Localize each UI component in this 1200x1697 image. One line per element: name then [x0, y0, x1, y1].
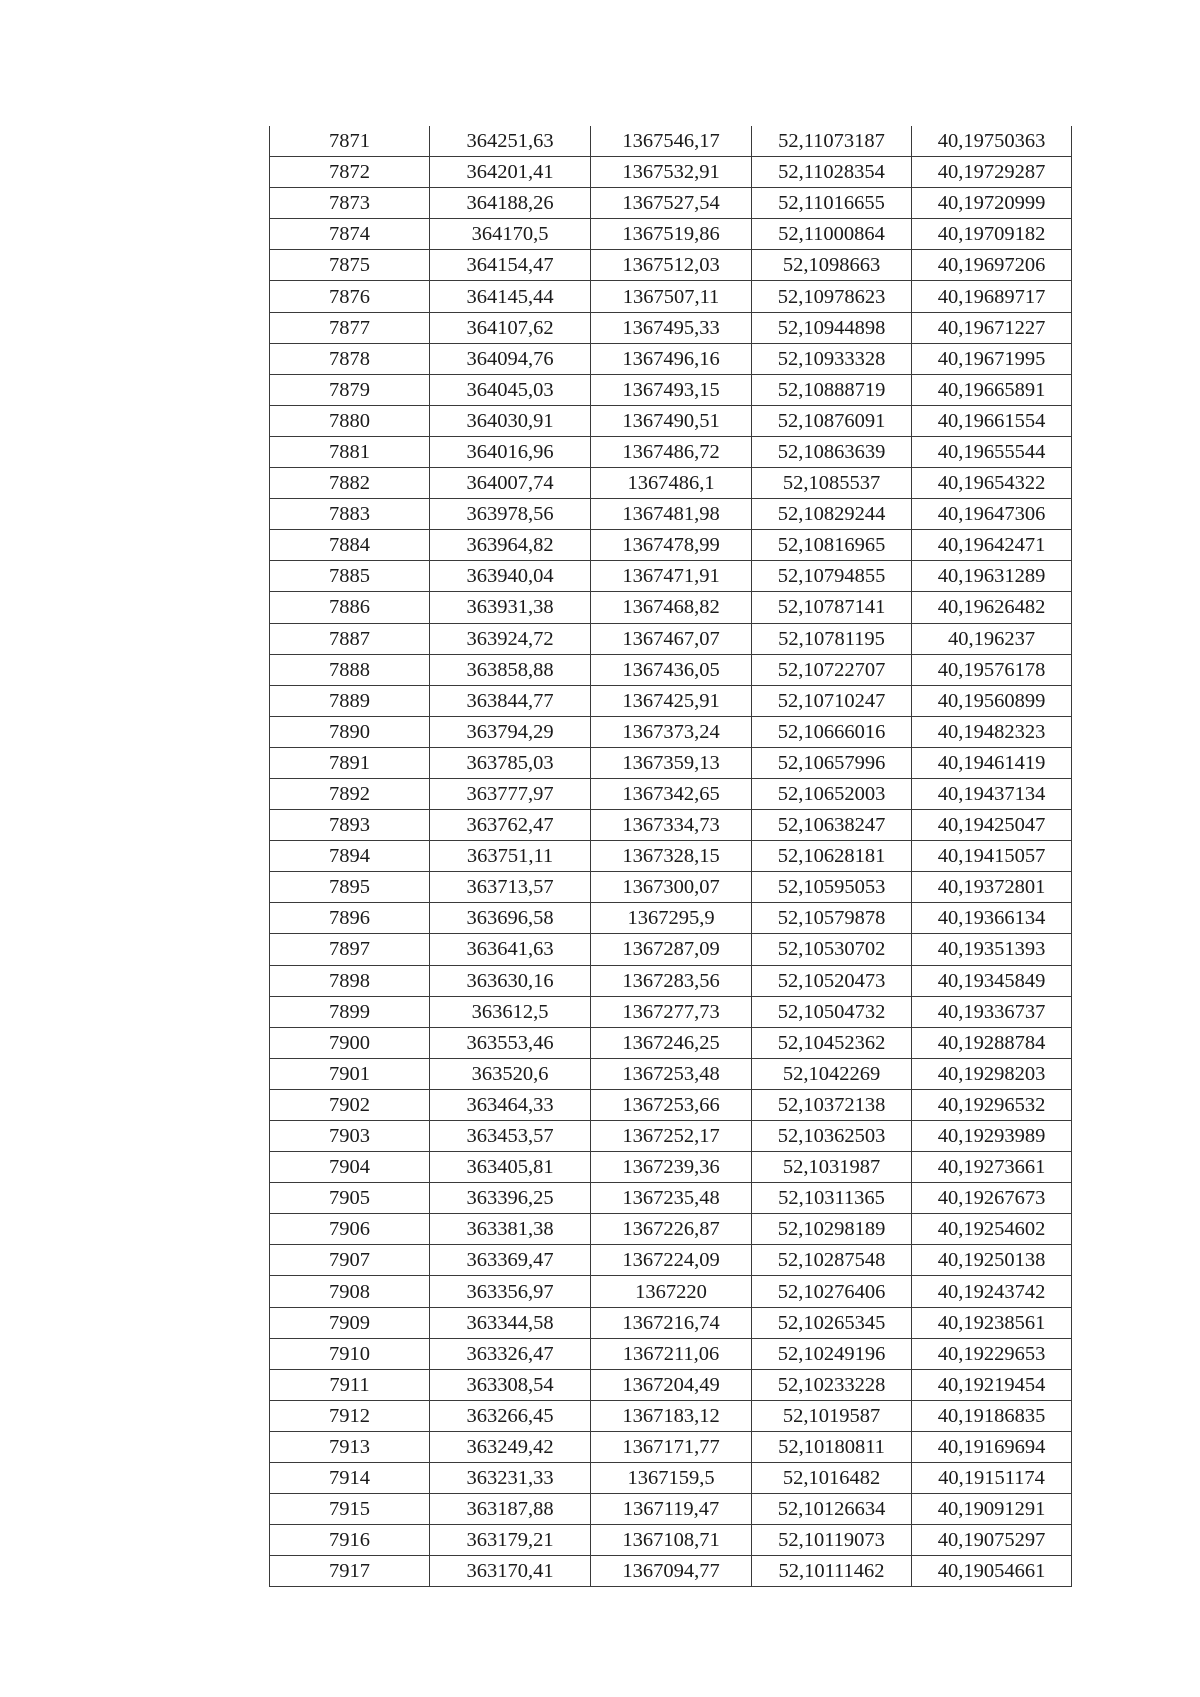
point-number-cell: 7915 — [270, 1494, 430, 1525]
longitude-cell: 40,19697206 — [912, 250, 1072, 281]
y-coordinate-cell: 1367507,11 — [591, 281, 752, 312]
x-coordinate-cell: 363464,33 — [430, 1089, 591, 1120]
point-number-cell: 7903 — [270, 1121, 430, 1152]
latitude-cell: 52,11000864 — [752, 219, 912, 250]
table-row — [270, 747, 1072, 778]
y-coordinate-cell: 1367481,98 — [591, 499, 752, 530]
point-number-cell: 7873 — [270, 188, 430, 219]
latitude-cell: 52,1016482 — [752, 1463, 912, 1494]
y-coordinate-cell: 1367300,07 — [591, 872, 752, 903]
x-coordinate-cell: 363520,6 — [430, 1058, 591, 1089]
latitude-cell: 52,10530702 — [752, 934, 912, 965]
x-coordinate-cell: 364016,96 — [430, 436, 591, 467]
point-number-cell: 7908 — [270, 1276, 430, 1307]
table-row — [270, 1027, 1072, 1058]
x-coordinate-cell: 363326,47 — [430, 1338, 591, 1369]
y-coordinate-cell: 1367359,13 — [591, 747, 752, 778]
table-row — [270, 1463, 1072, 1494]
x-coordinate-cell: 363344,58 — [430, 1307, 591, 1338]
point-number-cell: 7899 — [270, 996, 430, 1027]
table-row — [270, 1214, 1072, 1245]
longitude-cell: 40,19243742 — [912, 1276, 1072, 1307]
x-coordinate-cell: 363630,16 — [430, 965, 591, 996]
table-row — [270, 934, 1072, 965]
latitude-cell: 52,10276406 — [752, 1276, 912, 1307]
point-number-cell: 7911 — [270, 1369, 430, 1400]
y-coordinate-cell: 1367204,49 — [591, 1369, 752, 1400]
longitude-cell: 40,19750363 — [912, 126, 1072, 157]
latitude-cell: 52,10126634 — [752, 1494, 912, 1525]
x-coordinate-cell: 363978,56 — [430, 499, 591, 530]
longitude-cell: 40,19254602 — [912, 1214, 1072, 1245]
x-coordinate-cell: 363405,81 — [430, 1152, 591, 1183]
table-row — [270, 250, 1072, 281]
latitude-cell: 52,10595053 — [752, 872, 912, 903]
y-coordinate-cell: 1367211,06 — [591, 1338, 752, 1369]
x-coordinate-cell: 363940,04 — [430, 561, 591, 592]
latitude-cell: 52,10311365 — [752, 1183, 912, 1214]
y-coordinate-cell: 1367478,99 — [591, 530, 752, 561]
point-number-cell: 7884 — [270, 530, 430, 561]
longitude-cell: 40,19366134 — [912, 903, 1072, 934]
x-coordinate-cell: 364251,63 — [430, 126, 591, 157]
x-coordinate-cell: 364154,47 — [430, 250, 591, 281]
y-coordinate-cell: 1367283,56 — [591, 965, 752, 996]
longitude-cell: 40,19729287 — [912, 157, 1072, 188]
x-coordinate-cell: 363612,5 — [430, 996, 591, 1027]
latitude-cell: 52,10119073 — [752, 1525, 912, 1556]
table-row — [270, 716, 1072, 747]
latitude-cell: 52,10888719 — [752, 374, 912, 405]
longitude-cell: 40,19075297 — [912, 1525, 1072, 1556]
point-number-cell: 7913 — [270, 1431, 430, 1462]
latitude-cell: 52,10829244 — [752, 499, 912, 530]
point-number-cell: 7910 — [270, 1338, 430, 1369]
latitude-cell: 52,10452362 — [752, 1027, 912, 1058]
longitude-cell: 40,19626482 — [912, 592, 1072, 623]
longitude-cell: 40,19461419 — [912, 747, 1072, 778]
y-coordinate-cell: 1367519,86 — [591, 219, 752, 250]
y-coordinate-cell: 1367342,65 — [591, 778, 752, 809]
table-row — [270, 561, 1072, 592]
point-number-cell: 7893 — [270, 810, 430, 841]
table-row — [270, 1152, 1072, 1183]
y-coordinate-cell: 1367486,72 — [591, 436, 752, 467]
point-number-cell: 7877 — [270, 312, 430, 343]
longitude-cell: 40,19336737 — [912, 996, 1072, 1027]
y-coordinate-cell: 1367471,91 — [591, 561, 752, 592]
x-coordinate-cell: 363641,63 — [430, 934, 591, 965]
longitude-cell: 40,19647306 — [912, 499, 1072, 530]
point-number-cell: 7874 — [270, 219, 430, 250]
point-number-cell: 7886 — [270, 592, 430, 623]
table-row — [270, 499, 1072, 530]
point-number-cell: 7914 — [270, 1463, 430, 1494]
point-number-cell: 7896 — [270, 903, 430, 934]
y-coordinate-cell: 1367253,66 — [591, 1089, 752, 1120]
longitude-cell: 40,19267673 — [912, 1183, 1072, 1214]
point-number-cell: 7894 — [270, 841, 430, 872]
table-row — [270, 188, 1072, 219]
latitude-cell: 52,10781195 — [752, 623, 912, 654]
latitude-cell: 52,10265345 — [752, 1307, 912, 1338]
x-coordinate-cell: 363453,57 — [430, 1121, 591, 1152]
x-coordinate-cell: 363308,54 — [430, 1369, 591, 1400]
y-coordinate-cell: 1367496,16 — [591, 343, 752, 374]
x-coordinate-cell: 363713,57 — [430, 872, 591, 903]
y-coordinate-cell: 1367328,15 — [591, 841, 752, 872]
point-number-cell: 7895 — [270, 872, 430, 903]
latitude-cell: 52,10722707 — [752, 654, 912, 685]
latitude-cell: 52,10863639 — [752, 436, 912, 467]
x-coordinate-cell: 363696,58 — [430, 903, 591, 934]
table-row — [270, 405, 1072, 436]
point-number-cell: 7882 — [270, 468, 430, 499]
x-coordinate-cell: 363794,29 — [430, 716, 591, 747]
point-number-cell: 7876 — [270, 281, 430, 312]
longitude-cell: 40,19186835 — [912, 1400, 1072, 1431]
x-coordinate-cell: 363858,88 — [430, 654, 591, 685]
point-number-cell: 7909 — [270, 1307, 430, 1338]
longitude-cell: 40,19296532 — [912, 1089, 1072, 1120]
latitude-cell: 52,1042269 — [752, 1058, 912, 1089]
latitude-cell: 52,10710247 — [752, 685, 912, 716]
longitude-cell: 40,19054661 — [912, 1556, 1072, 1587]
latitude-cell: 52,10520473 — [752, 965, 912, 996]
longitude-cell: 40,19425047 — [912, 810, 1072, 841]
longitude-cell: 40,19298203 — [912, 1058, 1072, 1089]
y-coordinate-cell: 1367334,73 — [591, 810, 752, 841]
table-row — [270, 1183, 1072, 1214]
longitude-cell: 40,19437134 — [912, 778, 1072, 809]
point-number-cell: 7892 — [270, 778, 430, 809]
latitude-cell: 52,10287548 — [752, 1245, 912, 1276]
y-coordinate-cell: 1367287,09 — [591, 934, 752, 965]
longitude-cell: 40,19709182 — [912, 219, 1072, 250]
x-coordinate-cell: 363231,33 — [430, 1463, 591, 1494]
x-coordinate-cell: 364170,5 — [430, 219, 591, 250]
table-row — [270, 1556, 1072, 1587]
x-coordinate-cell: 363777,97 — [430, 778, 591, 809]
point-number-cell: 7905 — [270, 1183, 430, 1214]
point-number-cell: 7912 — [270, 1400, 430, 1431]
longitude-cell: 40,19654322 — [912, 468, 1072, 499]
point-number-cell: 7883 — [270, 499, 430, 530]
point-number-cell: 7890 — [270, 716, 430, 747]
y-coordinate-cell: 1367246,25 — [591, 1027, 752, 1058]
y-coordinate-cell: 1367295,9 — [591, 903, 752, 934]
table-row — [270, 1494, 1072, 1525]
y-coordinate-cell: 1367252,17 — [591, 1121, 752, 1152]
latitude-cell: 52,10180811 — [752, 1431, 912, 1462]
x-coordinate-cell: 363553,46 — [430, 1027, 591, 1058]
latitude-cell: 52,10362503 — [752, 1121, 912, 1152]
y-coordinate-cell: 1367235,48 — [591, 1183, 752, 1214]
latitude-cell: 52,10628181 — [752, 841, 912, 872]
table-row — [270, 126, 1072, 157]
table-row — [270, 1245, 1072, 1276]
y-coordinate-cell: 1367226,87 — [591, 1214, 752, 1245]
x-coordinate-cell: 363170,41 — [430, 1556, 591, 1587]
table-row — [270, 841, 1072, 872]
x-coordinate-cell: 363396,25 — [430, 1183, 591, 1214]
x-coordinate-cell: 363762,47 — [430, 810, 591, 841]
x-coordinate-cell: 363844,77 — [430, 685, 591, 716]
y-coordinate-cell: 1367171,77 — [591, 1431, 752, 1462]
x-coordinate-cell: 363931,38 — [430, 592, 591, 623]
latitude-cell: 52,10504732 — [752, 996, 912, 1027]
longitude-cell: 40,19671995 — [912, 343, 1072, 374]
longitude-cell: 40,19482323 — [912, 716, 1072, 747]
x-coordinate-cell: 364188,26 — [430, 188, 591, 219]
point-number-cell: 7888 — [270, 654, 430, 685]
table-row — [270, 1089, 1072, 1120]
table-row — [270, 219, 1072, 250]
longitude-cell: 40,19576178 — [912, 654, 1072, 685]
point-number-cell: 7878 — [270, 343, 430, 374]
point-number-cell: 7906 — [270, 1214, 430, 1245]
table-row — [270, 468, 1072, 499]
point-number-cell: 7900 — [270, 1027, 430, 1058]
y-coordinate-cell: 1367527,54 — [591, 188, 752, 219]
table-row — [270, 778, 1072, 809]
x-coordinate-cell: 363964,82 — [430, 530, 591, 561]
latitude-cell: 52,10794855 — [752, 561, 912, 592]
x-coordinate-cell: 364045,03 — [430, 374, 591, 405]
table-row — [270, 810, 1072, 841]
longitude-cell: 40,19169694 — [912, 1431, 1072, 1462]
point-number-cell: 7881 — [270, 436, 430, 467]
longitude-cell: 40,19631289 — [912, 561, 1072, 592]
latitude-cell: 52,10816965 — [752, 530, 912, 561]
latitude-cell: 52,1019587 — [752, 1400, 912, 1431]
x-coordinate-cell: 363249,42 — [430, 1431, 591, 1462]
x-coordinate-cell: 364107,62 — [430, 312, 591, 343]
latitude-cell: 52,11016655 — [752, 188, 912, 219]
longitude-cell: 40,19415057 — [912, 841, 1072, 872]
latitude-cell: 52,10233228 — [752, 1369, 912, 1400]
point-number-cell: 7898 — [270, 965, 430, 996]
table-row — [270, 374, 1072, 405]
longitude-cell: 40,19689717 — [912, 281, 1072, 312]
table-row — [270, 281, 1072, 312]
y-coordinate-cell: 1367159,5 — [591, 1463, 752, 1494]
latitude-cell: 52,10249196 — [752, 1338, 912, 1369]
table-row — [270, 1431, 1072, 1462]
y-coordinate-cell: 1367495,33 — [591, 312, 752, 343]
table-row — [270, 685, 1072, 716]
table-row — [270, 1307, 1072, 1338]
point-number-cell: 7902 — [270, 1089, 430, 1120]
table-row — [270, 436, 1072, 467]
point-number-cell: 7887 — [270, 623, 430, 654]
longitude-cell: 40,19655544 — [912, 436, 1072, 467]
y-coordinate-cell: 1367512,03 — [591, 250, 752, 281]
longitude-cell: 40,19273661 — [912, 1152, 1072, 1183]
table-row — [270, 996, 1072, 1027]
latitude-cell: 52,10657996 — [752, 747, 912, 778]
longitude-cell: 40,19091291 — [912, 1494, 1072, 1525]
longitude-cell: 40,19661554 — [912, 405, 1072, 436]
table-row — [270, 343, 1072, 374]
latitude-cell: 52,10298189 — [752, 1214, 912, 1245]
x-coordinate-cell: 364201,41 — [430, 157, 591, 188]
point-number-cell: 7904 — [270, 1152, 430, 1183]
table-row — [270, 530, 1072, 561]
latitude-cell: 52,10652003 — [752, 778, 912, 809]
x-coordinate-cell: 363369,47 — [430, 1245, 591, 1276]
point-number-cell: 7901 — [270, 1058, 430, 1089]
table-row — [270, 654, 1072, 685]
x-coordinate-cell: 363751,11 — [430, 841, 591, 872]
y-coordinate-cell: 1367546,17 — [591, 126, 752, 157]
table-row — [270, 1276, 1072, 1307]
table-row — [270, 1525, 1072, 1556]
point-number-cell: 7889 — [270, 685, 430, 716]
y-coordinate-cell: 1367108,71 — [591, 1525, 752, 1556]
table-row — [270, 312, 1072, 343]
table-row — [270, 903, 1072, 934]
table-row — [270, 872, 1072, 903]
longitude-cell: 40,19293989 — [912, 1121, 1072, 1152]
point-number-cell: 7891 — [270, 747, 430, 778]
latitude-cell: 52,10111462 — [752, 1556, 912, 1587]
latitude-cell: 52,1085537 — [752, 468, 912, 499]
y-coordinate-cell: 1367253,48 — [591, 1058, 752, 1089]
longitude-cell: 40,19238561 — [912, 1307, 1072, 1338]
point-number-cell: 7871 — [270, 126, 430, 157]
latitude-cell: 52,1031987 — [752, 1152, 912, 1183]
point-number-cell: 7872 — [270, 157, 430, 188]
table-row — [270, 592, 1072, 623]
longitude-cell: 40,19560899 — [912, 685, 1072, 716]
y-coordinate-cell: 1367436,05 — [591, 654, 752, 685]
x-coordinate-cell: 363179,21 — [430, 1525, 591, 1556]
point-number-cell: 7916 — [270, 1525, 430, 1556]
y-coordinate-cell: 1367224,09 — [591, 1245, 752, 1276]
table-row — [270, 157, 1072, 188]
y-coordinate-cell: 1367486,1 — [591, 468, 752, 499]
x-coordinate-cell: 364145,44 — [430, 281, 591, 312]
x-coordinate-cell: 363356,97 — [430, 1276, 591, 1307]
table-row — [270, 1058, 1072, 1089]
longitude-cell: 40,19151174 — [912, 1463, 1072, 1494]
y-coordinate-cell: 1367239,36 — [591, 1152, 752, 1183]
latitude-cell: 52,10978623 — [752, 281, 912, 312]
coordinates-table — [269, 126, 1072, 1587]
point-number-cell: 7875 — [270, 250, 430, 281]
point-number-cell: 7917 — [270, 1556, 430, 1587]
y-coordinate-cell: 1367216,74 — [591, 1307, 752, 1338]
point-number-cell: 7897 — [270, 934, 430, 965]
longitude-cell: 40,19671227 — [912, 312, 1072, 343]
longitude-cell: 40,19720999 — [912, 188, 1072, 219]
table-row — [270, 623, 1072, 654]
x-coordinate-cell: 363785,03 — [430, 747, 591, 778]
y-coordinate-cell: 1367183,12 — [591, 1400, 752, 1431]
latitude-cell: 52,10666016 — [752, 716, 912, 747]
table-row — [270, 965, 1072, 996]
y-coordinate-cell: 1367493,15 — [591, 374, 752, 405]
point-number-cell: 7879 — [270, 374, 430, 405]
y-coordinate-cell: 1367094,77 — [591, 1556, 752, 1587]
longitude-cell: 40,19219454 — [912, 1369, 1072, 1400]
x-coordinate-cell: 364007,74 — [430, 468, 591, 499]
longitude-cell: 40,19250138 — [912, 1245, 1072, 1276]
y-coordinate-cell: 1367119,47 — [591, 1494, 752, 1525]
y-coordinate-cell: 1367220 — [591, 1276, 752, 1307]
latitude-cell: 52,10933328 — [752, 343, 912, 374]
point-number-cell: 7880 — [270, 405, 430, 436]
longitude-cell: 40,19642471 — [912, 530, 1072, 561]
table-row — [270, 1369, 1072, 1400]
x-coordinate-cell: 363381,38 — [430, 1214, 591, 1245]
table-row — [270, 1338, 1072, 1369]
y-coordinate-cell: 1367532,91 — [591, 157, 752, 188]
longitude-cell: 40,19372801 — [912, 872, 1072, 903]
latitude-cell: 52,10944898 — [752, 312, 912, 343]
x-coordinate-cell: 363187,88 — [430, 1494, 591, 1525]
latitude-cell: 52,10372138 — [752, 1089, 912, 1120]
table-row — [270, 1400, 1072, 1431]
point-number-cell: 7885 — [270, 561, 430, 592]
latitude-cell: 52,11028354 — [752, 157, 912, 188]
latitude-cell: 52,11073187 — [752, 126, 912, 157]
y-coordinate-cell: 1367468,82 — [591, 592, 752, 623]
table-row — [270, 1121, 1072, 1152]
longitude-cell: 40,196237 — [912, 623, 1072, 654]
x-coordinate-cell: 364030,91 — [430, 405, 591, 436]
longitude-cell: 40,19665891 — [912, 374, 1072, 405]
latitude-cell: 52,10787141 — [752, 592, 912, 623]
latitude-cell: 52,10638247 — [752, 810, 912, 841]
longitude-cell: 40,19288784 — [912, 1027, 1072, 1058]
x-coordinate-cell: 363266,45 — [430, 1400, 591, 1431]
x-coordinate-cell: 364094,76 — [430, 343, 591, 374]
longitude-cell: 40,19351393 — [912, 934, 1072, 965]
y-coordinate-cell: 1367373,24 — [591, 716, 752, 747]
latitude-cell: 52,10876091 — [752, 405, 912, 436]
y-coordinate-cell: 1367467,07 — [591, 623, 752, 654]
y-coordinate-cell: 1367277,73 — [591, 996, 752, 1027]
longitude-cell: 40,19345849 — [912, 965, 1072, 996]
latitude-cell: 52,10579878 — [752, 903, 912, 934]
y-coordinate-cell: 1367425,91 — [591, 685, 752, 716]
latitude-cell: 52,1098663 — [752, 250, 912, 281]
point-number-cell: 7907 — [270, 1245, 430, 1276]
coordinates-table-body — [270, 126, 1072, 1587]
longitude-cell: 40,19229653 — [912, 1338, 1072, 1369]
y-coordinate-cell: 1367490,51 — [591, 405, 752, 436]
x-coordinate-cell: 363924,72 — [430, 623, 591, 654]
